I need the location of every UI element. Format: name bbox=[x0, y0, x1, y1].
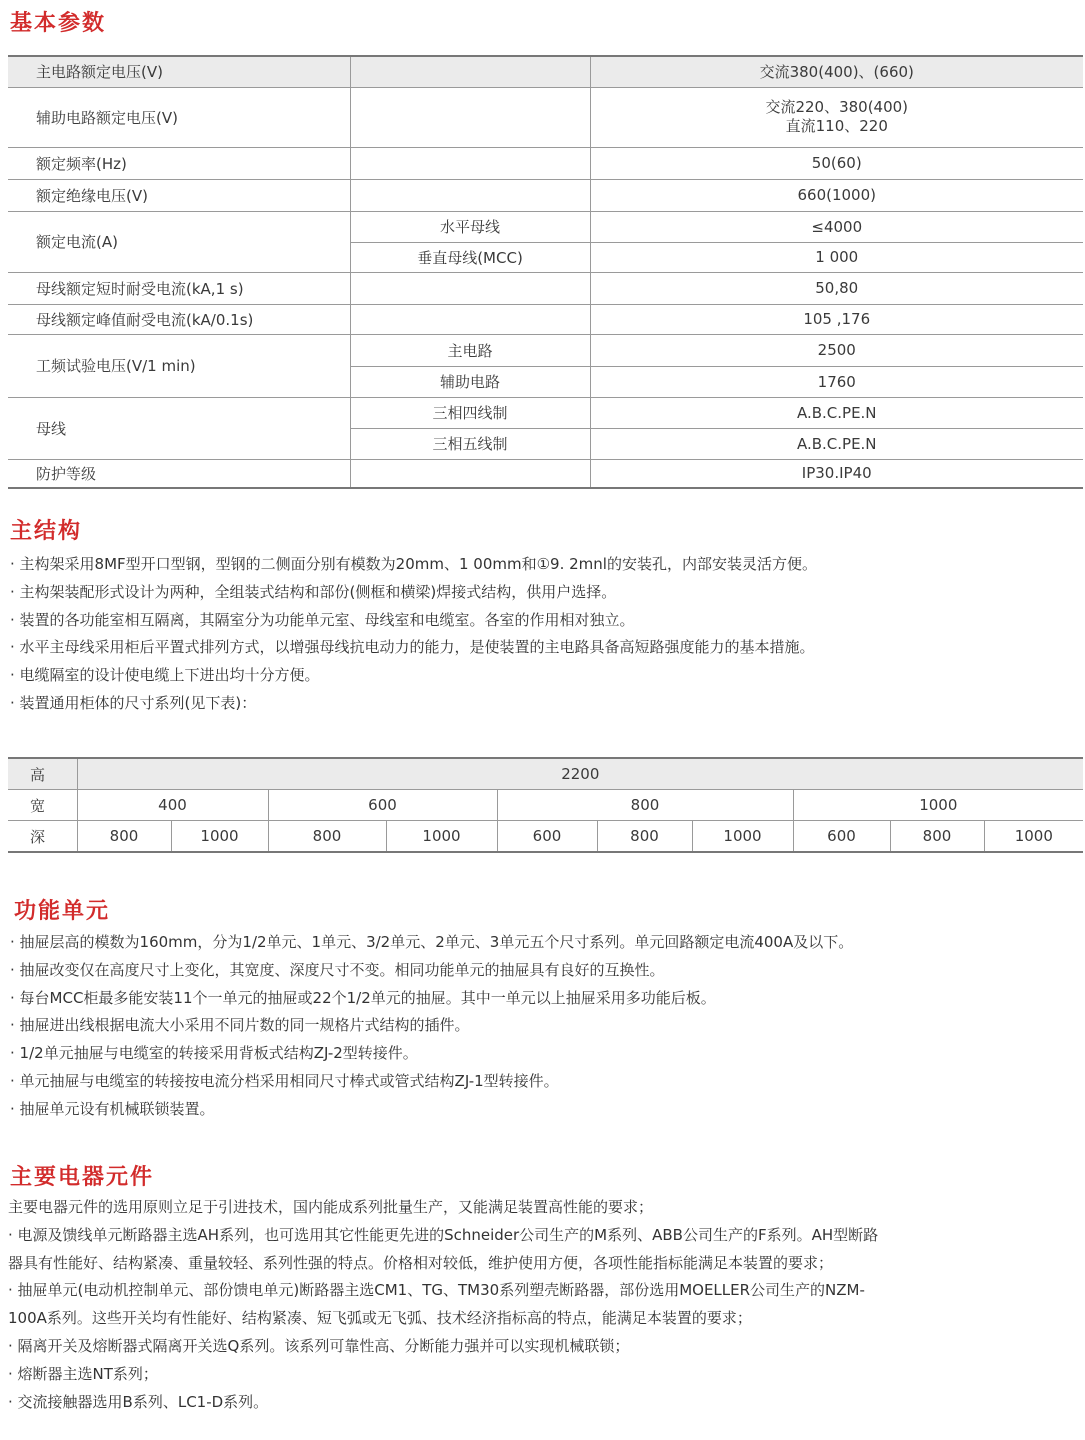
row-header-height: 高 bbox=[8, 758, 77, 790]
list-item: · 单元抽屉与电缆室的转接按电流分档采用相同尺寸棒式或管式结构ZJ-1型转接件。 bbox=[10, 1068, 1070, 1096]
list-item: · 装置通用柜体的尺寸系列(见下表)： bbox=[10, 690, 1070, 718]
param-sub: 三相五线制 bbox=[350, 428, 590, 459]
width-value: 1000 bbox=[793, 790, 1083, 821]
param-value bbox=[590, 87, 1083, 147]
table-row bbox=[8, 397, 1083, 428]
param-value: 1760 bbox=[590, 366, 1083, 397]
list-item: · 水平主母线采用柜后平置式排列方式，以增强母线抗电动力的能力，是使装置的主电路具备高短路强度能力的基本措施。 bbox=[10, 634, 1070, 662]
list-item: · 每台MCC柜最多能安装11个一单元的抽屉或22个1/2单元的抽屉。其中一单元以上抽屉采用多功能后板。 bbox=[10, 985, 1070, 1013]
section-heading-function-units: 功能单元 bbox=[14, 899, 111, 924]
list-item: · 1/2单元抽屉与电缆室的转接采用背板式结构ZJ-2型转接件。 bbox=[10, 1040, 1070, 1068]
section-heading-components: 主要电器元件 bbox=[10, 1165, 155, 1190]
list-item-text: 熔断器主选NT系列； bbox=[17, 1364, 158, 1383]
depth-value: 800 bbox=[597, 821, 692, 853]
param-value-line: 直流110、220 bbox=[785, 117, 888, 135]
table-row bbox=[8, 459, 1083, 488]
list-item: · 主构架装配形式设计为两种，全组装式结构和部份(侧框和横梁)焊接式结构，供用户选择。 bbox=[10, 579, 1070, 607]
param-value: 50(60) bbox=[590, 147, 1083, 179]
param-value: 660(1000) bbox=[590, 179, 1083, 211]
depth-value: 600 bbox=[497, 821, 597, 853]
param-label: 额定绝缘电压(V) bbox=[8, 179, 350, 211]
param-sub: 水平母线 bbox=[350, 211, 590, 242]
param-sub: 辅助电路 bbox=[350, 366, 590, 397]
components-text bbox=[8, 1194, 1073, 1416]
basic-params-table bbox=[8, 55, 1083, 489]
structure-list bbox=[10, 551, 1070, 718]
param-value: IP30.IP40 bbox=[590, 459, 1083, 488]
param-sub: 垂直母线(MCC) bbox=[350, 242, 590, 272]
param-value: 50,80 bbox=[590, 272, 1083, 304]
depth-value: 1000 bbox=[386, 821, 497, 853]
depth-value: 600 bbox=[793, 821, 890, 853]
param-label: 母线额定短时耐受电流(kA,1 s) bbox=[8, 272, 350, 304]
param-sub: 主电路 bbox=[350, 334, 590, 366]
table-row bbox=[8, 56, 1083, 87]
table-row bbox=[8, 179, 1083, 211]
param-value: ≤4000 bbox=[590, 211, 1083, 242]
table-row bbox=[8, 758, 1083, 790]
list-item-text: 抽屉单元(电动机控制单元、部份馈电单元)断路器主选CM1、TG、TM30系列塑壳断路器，部份选用MOELLER公司生产的NZM- bbox=[17, 1281, 865, 1300]
param-value: A.B.C.PE.N bbox=[590, 428, 1083, 459]
height-value: 2200 bbox=[77, 758, 1083, 790]
param-label: 额定频率(Hz) bbox=[8, 147, 350, 179]
list-item: · 主构架采用8MF型开口型钢，型钢的二侧面分别有模数为20mm、1 00mm和①9. 2mnl的安装孔，内部安装灵活方便。 bbox=[10, 551, 1070, 579]
list-item: · 交流接触器选用B系列、LC1-D系列。 bbox=[8, 1392, 269, 1411]
table-row bbox=[8, 790, 1083, 821]
table-row bbox=[8, 334, 1083, 366]
components-intro: 主要电器元件的选用原则立足于引进技术，国内能成系列批量生产，又能满足装置高性能的要求； bbox=[8, 1198, 654, 1216]
section-heading-basic-params: 基本参数 bbox=[10, 11, 107, 36]
param-label: 母线额定峰值耐受电流(kA/0.1s) bbox=[8, 304, 350, 334]
table-row bbox=[8, 304, 1083, 334]
depth-value: 800 bbox=[77, 821, 171, 853]
list-item: · 抽屉进出线根据电流大小采用不同片数的同一规格片式结构的插件。 bbox=[10, 1012, 1070, 1040]
function-list bbox=[10, 929, 1070, 1124]
param-label: 防护等级 bbox=[8, 459, 350, 488]
table-row bbox=[8, 87, 1083, 147]
table-row bbox=[8, 272, 1083, 304]
param-sub bbox=[350, 87, 590, 147]
list-item: · 抽屉单元设有机械联锁装置。 bbox=[10, 1096, 1070, 1124]
param-value: 2500 bbox=[590, 334, 1083, 366]
param-value: 交流380(400)、(660) bbox=[590, 56, 1083, 87]
width-value: 600 bbox=[268, 790, 497, 821]
section-heading-structure: 主结构 bbox=[10, 519, 83, 544]
depth-value: 1000 bbox=[171, 821, 268, 853]
param-label: 工频试验电压(V/1 min) bbox=[8, 334, 350, 397]
param-label: 主电路额定电压(V) bbox=[8, 56, 350, 87]
list-item-text: 交流接触器选用B系列、LC1-D系列。 bbox=[17, 1392, 269, 1411]
param-sub: 三相四线制 bbox=[350, 397, 590, 428]
width-value: 800 bbox=[497, 790, 793, 821]
list-item: · 抽屉改变仅在高度尺寸上变化，其宽度、深度尺寸不变。相同功能单元的抽屉具有良好的互换性。 bbox=[10, 957, 1070, 985]
list-item-text: 隔离开关及熔断器式隔离开关选Q系列。该系列可靠性高、分断能力强并可以实现机械联锁； bbox=[17, 1336, 630, 1355]
row-header-width: 宽 bbox=[8, 790, 77, 821]
param-label: 额定电流(A) bbox=[8, 211, 350, 272]
depth-value: 1000 bbox=[984, 821, 1083, 853]
list-item: · 抽屉单元(电动机控制单元、部份馈电单元)断路器主选CM1、TG、TM30系列塑壳断路器，部份选用MOELLER公司生产的NZM- bbox=[8, 1281, 865, 1300]
list-item: · 装置的各功能室相互隔离，其隔室分为功能单元室、母线室和电缆室。各室的作用相对独立。 bbox=[10, 607, 1070, 635]
param-value: 1 000 bbox=[590, 242, 1083, 272]
list-item-continuation: 100A系列。这些开关均有性能好、结构紧凑、短飞弧或无飞弧、技术经济指标高的特点，能满足本装置的要求； bbox=[8, 1309, 752, 1328]
table-row bbox=[8, 211, 1083, 242]
depth-value: 1000 bbox=[692, 821, 793, 853]
param-label: 辅助电路额定电压(V) bbox=[8, 87, 350, 147]
list-item-continuation: 器具有性能好、结构紧凑、重量较轻、系列性强的特点。价格相对较低，维护使用方便，各项性能指标能满足本装置的要求； bbox=[8, 1253, 834, 1272]
list-item: · 电缆隔室的设计使电缆上下进出均十分方便。 bbox=[10, 662, 1070, 690]
param-value: A.B.C.PE.N bbox=[590, 397, 1083, 428]
list-item: · 熔断器主选NT系列； bbox=[8, 1364, 158, 1383]
width-value: 400 bbox=[77, 790, 268, 821]
list-item-text: 电源及馈线单元断路器主选AH系列，也可选用其它性能更先进的Schneider公司生产的M系列、ABB公司生产的F系列。AH型断路 bbox=[17, 1225, 879, 1244]
table-row bbox=[8, 821, 1083, 853]
depth-value: 800 bbox=[268, 821, 386, 853]
param-value-line: 交流220、380(400) bbox=[765, 98, 909, 116]
list-item: · 抽屉层高的模数为160mm，分为1/2单元、1单元、3/2单元、2单元、3单元五个尺寸系列。单元回路额定电流400A及以下。 bbox=[10, 929, 1070, 957]
depth-value: 800 bbox=[890, 821, 984, 853]
param-value: 105 ,176 bbox=[590, 304, 1083, 334]
param-label: 母线 bbox=[8, 397, 350, 459]
list-item: · 隔离开关及熔断器式隔离开关选Q系列。该系列可靠性高、分断能力强并可以实现机械联锁； bbox=[8, 1336, 630, 1355]
param-sub bbox=[350, 56, 590, 87]
table-row bbox=[8, 147, 1083, 179]
row-header-depth: 深 bbox=[8, 821, 77, 853]
list-item: · 电源及馈线单元断路器主选AH系列，也可选用其它性能更先进的Schneider公司生产的M系列、ABB公司生产的F系列。AH型断路 bbox=[8, 1225, 879, 1244]
cabinet-dimension-table bbox=[8, 757, 1083, 853]
